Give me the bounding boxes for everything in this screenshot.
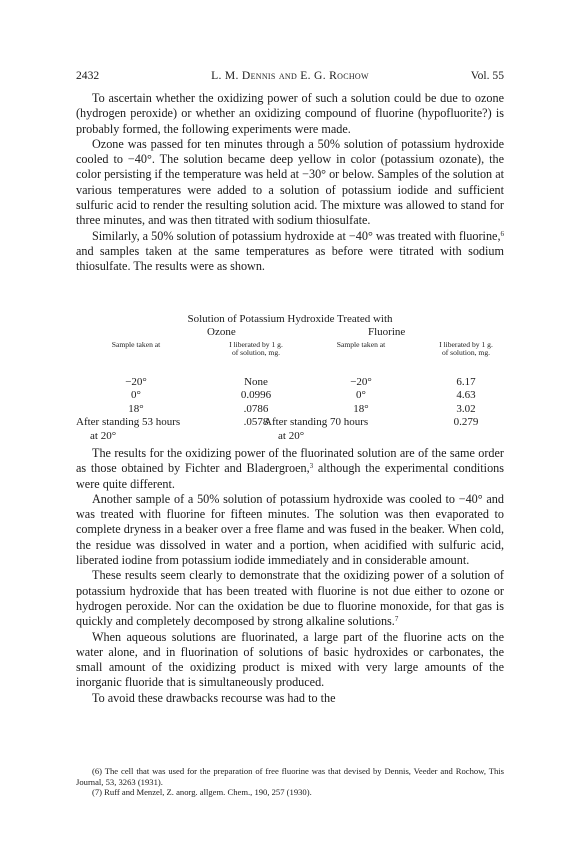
- footnote-ref: 7: [394, 615, 399, 624]
- table-column-headers: [76, 340, 504, 376]
- table-row: [76, 403, 504, 416]
- table-body: [76, 376, 504, 443]
- ozone-value-cell: .0786: [243, 402, 269, 415]
- fluorine-value-cell: 4.63: [456, 389, 476, 402]
- ozone-temp-cell: After standing 53 hours: [76, 416, 181, 429]
- footnote-ref: 3: [309, 462, 314, 471]
- group-fluorine: Fluorine: [368, 326, 406, 338]
- footnotes: [76, 766, 504, 798]
- fluorine-value-cell: 3.02: [456, 402, 476, 415]
- fluorine-value-cell: 6.17: [456, 376, 476, 388]
- running-header: [76, 69, 504, 85]
- paragraph: When aqueous solutions are fluorinated, a large part of the fluorine acts on the water alone, and in fluorination of solutions of basic hydroxides or carbonates, the small amount of the oxidizing product is mixed with very large amounts of the inorganic fluoride that is simultaneously produced.: [76, 629, 504, 690]
- footnote: (6) The cell that was used for the preparation of free fluorine was that devised by Dennis, Veeder and Rochow, This Journal, 53, 3263 (1931).: [76, 766, 504, 787]
- ozone-temp-cell: −20°: [125, 376, 147, 388]
- footnote-ref: 6: [500, 229, 504, 238]
- paragraph-text: The results for the oxidizing power of the fluorinated solution are of the same order as those obtained by Fichter and Bladergroen,: [76, 446, 504, 476]
- table-group-headers: [76, 326, 504, 340]
- fluorine-temp-cell: 0°: [356, 389, 366, 402]
- paragraph: To ascertain whether the oxidizing power of such a solution could be due to ozone (hydrogen peroxide) or whether an oxidizing compound of fluorine (hypofluorite?) is probably formed, the following experiments were made.: [76, 91, 504, 136]
- table-row: [76, 416, 504, 429]
- fluorine-temp-sub: at 20°: [278, 429, 305, 442]
- ozone-value-cell: None: [244, 376, 268, 388]
- col-header-sample: Sample taken at: [111, 340, 161, 349]
- paragraph: Ozone was passed for ten minutes through a 50% solution of potassium hydroxide cooled to −40°. The solution became deep yellow in color (potassium ozonate), the color persisting if the temperature was held at −30° or below. Samples of the solution at various temperatures were added to a solution of potassium iodide and sufficient sulfuric acid to render the resulting solution acid. The mixture was allowed to stand for three minutes, and was then titrated with sodium thiosulfate.: [76, 136, 504, 228]
- paragraph-text: Similarly, a 50% solution of potassium hydroxide at −40° was treated with fluorine,: [92, 228, 501, 243]
- col-header-iodine: I liberated by 1 g. of solution, mg.: [229, 340, 283, 358]
- col-header-sample: Sample taken at: [336, 340, 386, 349]
- ozone-temp-cell: 0°: [131, 389, 141, 402]
- paragraph: Another sample of a 50% solution of potassium hydroxide was cooled to −40° and was treated with fluorine for fifteen minutes. The solution was then evaporated to complete dryness in a beaker over a free flame and was fused in the beaker. When cold, the residue was dissolved in water and a portion, when acidified with sulfuric acid, liberated iodine from potassium iodide immediately and in considerable amount.: [76, 491, 504, 568]
- table-row: [76, 389, 504, 402]
- body-text-top: [76, 91, 504, 275]
- table-caption: Solution of Potassium Hydroxide Treated with: [187, 313, 393, 325]
- col-header-iodine: I liberated by 1 g. of solution, mg.: [439, 340, 493, 358]
- group-ozone: Ozone: [207, 326, 236, 338]
- paragraph-text: These results seem clearly to demonstrate that the oxidizing power of a solution of potassium hydroxide that has been treated with fluorine is not due either to ozone or hydrogen peroxide. Nor can the oxidation be due to fluorine monoxide, for that gas is quickly and completely decomposed by strong alkaline solutions.: [76, 568, 504, 629]
- paragraph: [76, 446, 504, 492]
- paragraph: [76, 229, 504, 275]
- body-text-bottom: [76, 446, 504, 706]
- ozone-temp-cell: 18°: [128, 402, 144, 415]
- volume-label: Vol. 55: [470, 69, 504, 82]
- ozone-temp-sub: at 20°: [90, 429, 117, 442]
- ozone-value-cell: 0.0996: [240, 389, 272, 402]
- results-table: [76, 313, 504, 443]
- paragraph-text: and samples taken at the same temperatures as before were titrated with sodium thiosulfate. The results were as shown.: [76, 243, 504, 274]
- table-row: [76, 430, 504, 443]
- paragraph-text: although the experimental conditions were quite different.: [76, 461, 504, 491]
- page-number: 2432: [76, 69, 100, 82]
- paragraph: To avoid these drawbacks recourse was had to the: [92, 690, 336, 705]
- running-authors: L. M. Dennis and E. G. Rochow: [211, 69, 369, 82]
- fluorine-temp-cell: After standing 70 hours: [264, 416, 369, 429]
- fluorine-temp-cell: 18°: [353, 402, 369, 415]
- fluorine-value-cell: 0.279: [453, 416, 479, 429]
- table-row: [76, 376, 504, 389]
- ozone-value-cell: .0578: [243, 416, 269, 429]
- fluorine-temp-cell: −20°: [350, 376, 372, 388]
- footnote: (7) Ruff and Menzel, Z. anorg. allgem. Chem., 190, 257 (1930).: [92, 787, 312, 798]
- paragraph: [76, 568, 504, 629]
